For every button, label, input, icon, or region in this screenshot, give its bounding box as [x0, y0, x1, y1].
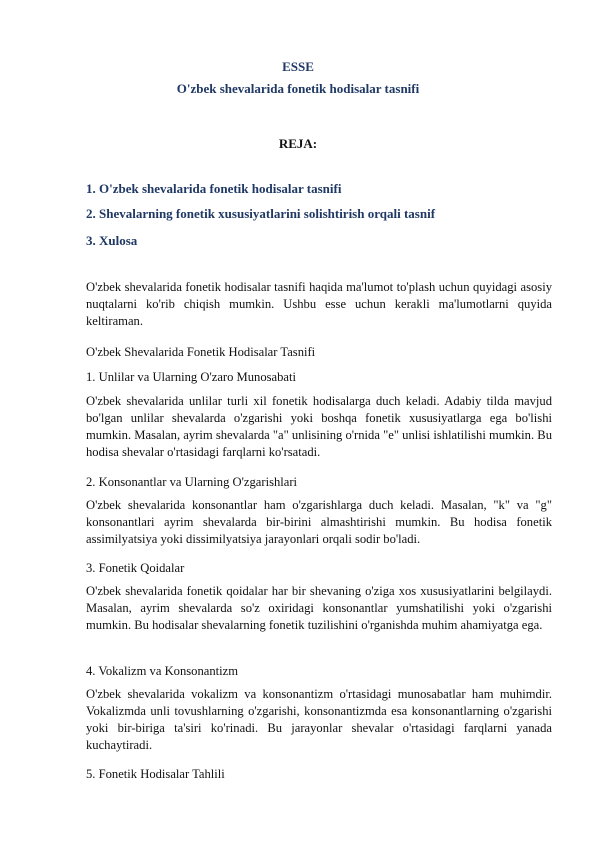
section-1-paragraph: O'zbek shevalarida unlilar turli xil fonetik hodisalarga duch keladi. Adabiy tilda mavjud bo'lgan unlilar shevalarda o'zgarishi yoki boshqa fonetik xususiyatlarga ega bo'lishi mumkin. Masalan, ayrim shevalarda "a" unlisining o'rnida "e" unlisi ishlatilishi mumkin. Bu hodisa shevalar o'rtasidagi farqlarni ko'rsatadi. [86, 394, 552, 459]
document-title: ESSE [282, 59, 314, 74]
section-1-heading: 1. Unlilar va Ularning O'zaro Munosabati [86, 370, 297, 384]
plan-item-3: 3. Xulosa [86, 233, 138, 248]
section-3-paragraph: O'zbek shevalarida fonetik qoidalar har bir shevaning o'ziga xos xususiyatlarini belgilaydi. Masalan, ayrim shevalarda so'z oxiridagi konsonantlar yumshatilishi yoki o'zgarishi mumkin. Bu hodisalar shevalarning fonetik tuzilishini o'rganishda muhim ahamiyatga ega. [86, 584, 552, 632]
plan-heading: REJA: [278, 136, 318, 151]
plan-item-1: 1. O'zbek shevalarida fonetik hodisalar tasnifi [86, 181, 342, 196]
intro-paragraph: O'zbek shevalarida fonetik hodisalar tasnifi haqida ma'lumot to'plash uchun quyidagi asosiy nuqtalarni ko'rib chiqish mumkin. Ushbu esse uchun kerakli ma'lumotlarni quyida keltiraman. [86, 280, 552, 328]
section-2-paragraph: O'zbek shevalarida konsonantlar ham o'zgarishlarga duch keladi. Masalan, "k" va "g" konsonantlari ayrim shevalarda bir-birini almashtirishi mumkin. Bu hodisa fonetik assimilyatsiya yoki dissimilyatsiya jarayonlari orqali sodir bo'ladi. [86, 498, 552, 546]
section-5-heading: 5. Fonetik Hodisalar Tahlili [86, 767, 225, 781]
section-2-heading: 2. Konsonantlar va Ularning O'zgarishlari [86, 475, 298, 489]
section-title: O'zbek Shevalarida Fonetik Hodisalar Tasnifi [86, 345, 316, 359]
plan-item-2: 2. Shevalarning fonetik xususiyatlarini solishtirish orqali tasnif [86, 206, 436, 221]
section-4-paragraph: O'zbek shevalarida vokalizm va konsonantizm o'rtasidagi munosabatlar ham muhimdir. Vokalizmda unli tovushlarning o'zgarishi, konsonantizmda esa konsonantlarning o'zgarishi yoki bir-biriga ta'siri ko'rinadi. Bu jarayonlar shevalar o'rtasidagi farqlarni yanada kuchaytiradi. [86, 687, 552, 752]
section-3-heading: 3. Fonetik Qoidalar [86, 561, 185, 575]
section-4-heading: 4. Vokalizm va Konsonantizm [86, 664, 239, 678]
document-subtitle: O'zbek shevalarida fonetik hodisalar tasnifi [176, 81, 420, 96]
